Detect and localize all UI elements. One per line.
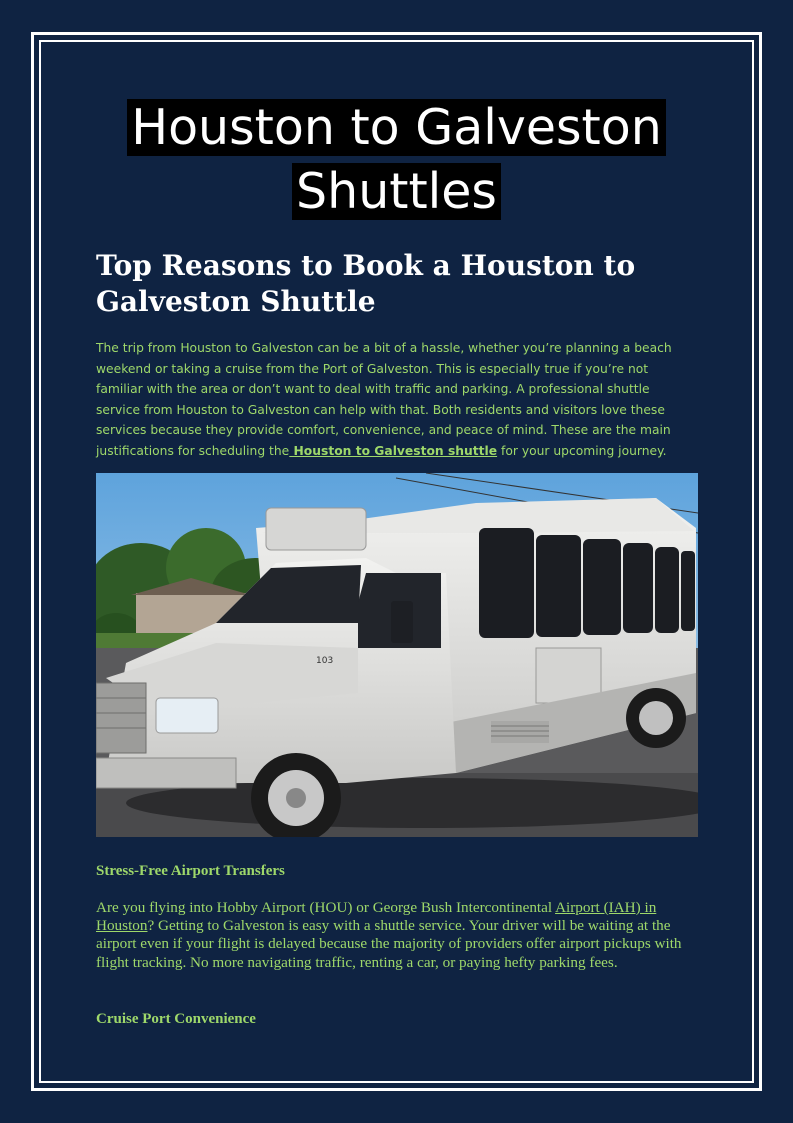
article-heading [96, 248, 696, 320]
article-heading-line-2: Galveston Shuttle [96, 285, 376, 318]
shuttle-bus-illustration [96, 473, 698, 837]
houston-galveston-shuttle-link[interactable]: Houston to Galveston shuttle [289, 443, 498, 458]
section-heading-cruise-port: Cruise Port Convenience [96, 1011, 256, 1027]
airport-transfers-text: Are you flying into Hobby Airport (HOU) or George Bush Intercontinental [96, 899, 556, 916]
page-title-line-2: Shuttles [292, 163, 501, 220]
shuttle-bus-photo [96, 473, 698, 837]
intro-paragraph [96, 338, 696, 462]
article-heading-line-1: Top Reasons to Book a Houston to [96, 249, 636, 282]
page-title [0, 96, 793, 224]
intro-text-end: for your upcoming journey. [497, 443, 667, 458]
section-heading-airport-transfers: Stress-Free Airport Transfers [96, 863, 285, 879]
airport-transfers-text-end: ? Getting to Galveston is easy with a shuttle service. Your driver will be waiting at the airport even if your flight is delayed because the majority of providers offer airport pickups with flight tracking. No more navigating traffic, renting a car, or paying hefty parking fees. [96, 917, 682, 971]
intro-text: The trip from Houston to Galveston can be a bit of a hassle, whether you’re planning a beach weekend or taking a cruise from the Port of Galveston. This is especially true if you’re not familiar with the area or don’t want to deal with traffic and parking. A professional shuttle service from Houston to Galveston can help with that. Both residents and visitors love these services because they provide comfort, convenience, and peace of mind. These are the main justifications for scheduling the [96, 341, 672, 458]
airport-iah-houston-link[interactable]: Airport (IAH) in Houston [96, 899, 657, 935]
airport-transfers-paragraph [96, 899, 696, 972]
page-title-line-1: Houston to Galveston [127, 99, 666, 156]
bus-badge-text: 103 [316, 656, 334, 666]
